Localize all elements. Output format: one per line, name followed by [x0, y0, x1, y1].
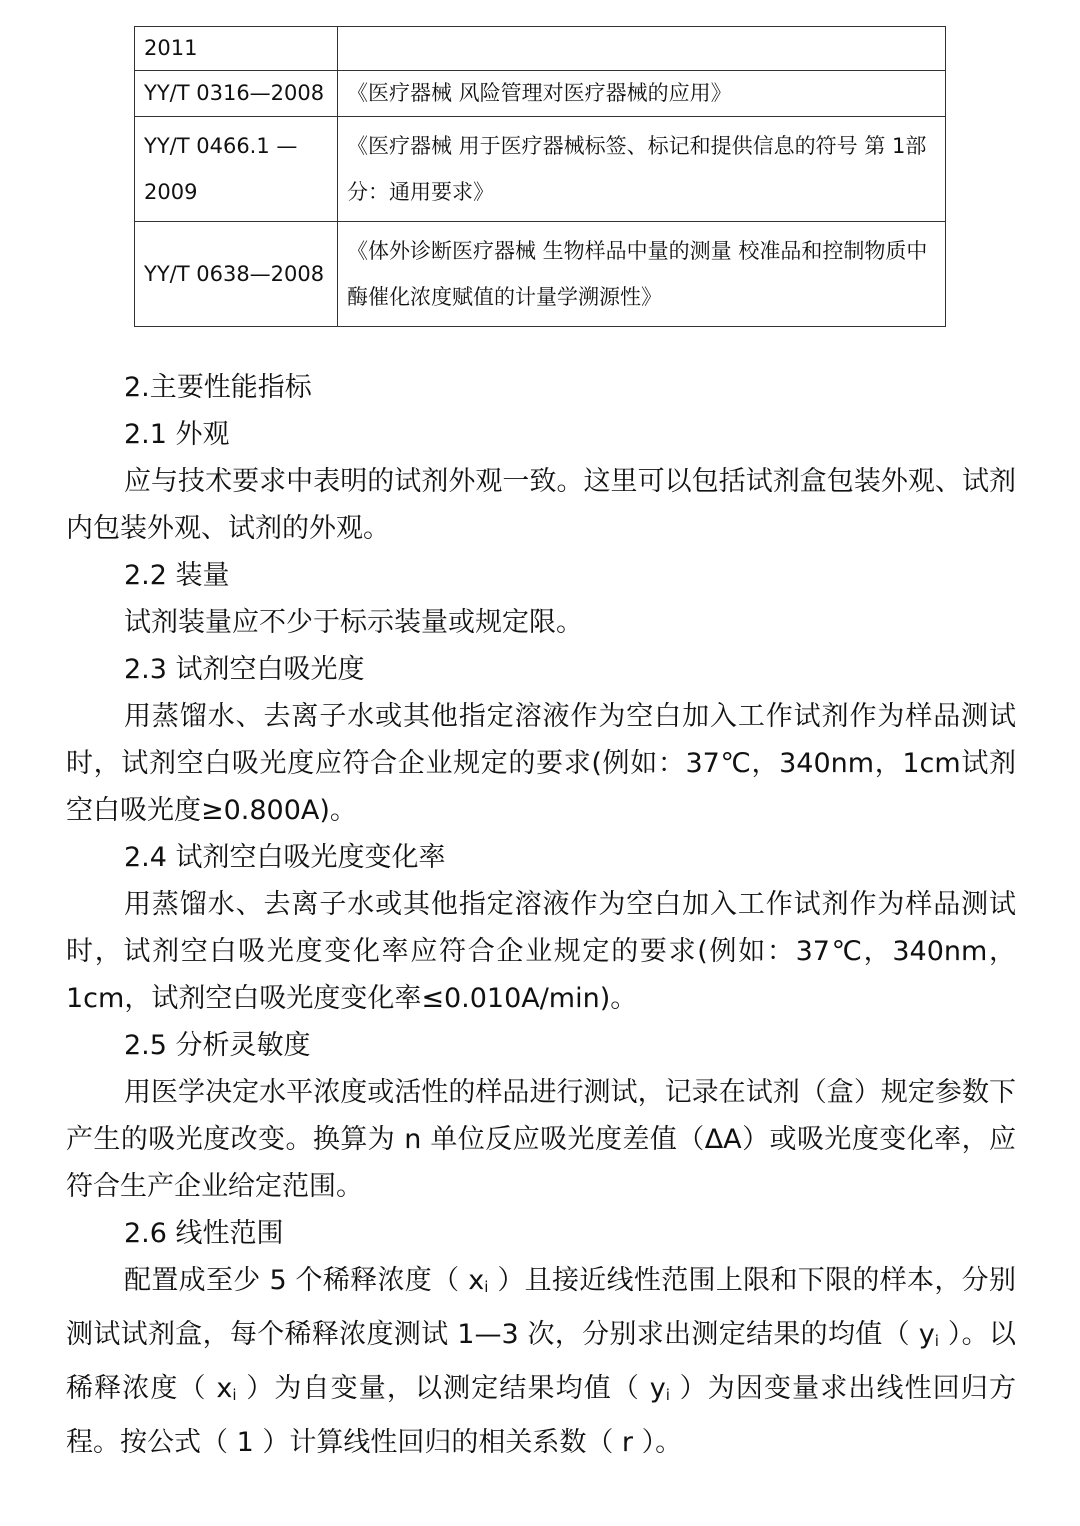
section-heading: 2.3 试剂空白吸光度 [124, 654, 365, 685]
section-heading: 2.2 装量 [124, 560, 230, 591]
standard-code: YY/T 0316—2008 [135, 71, 338, 117]
section-heading: 2.主要性能指标 [124, 372, 312, 403]
subscript: i [484, 1278, 489, 1296]
subscript: i [665, 1386, 670, 1404]
section-paragraph: 用蒸馏水、去离子水或其他指定溶液作为空白加入工作试剂作为样品测试时，试剂空白吸光度应符合企业规定的要求(例如：37℃，340nm，1cm试剂空白吸光度≥0.800A)。 [66, 701, 1016, 826]
subscript: i [232, 1386, 237, 1404]
text-run: ）。以稀释浓度（ x [66, 1319, 1016, 1404]
section-heading: 2.4 试剂空白吸光度变化率 [124, 842, 446, 873]
standards-table [134, 26, 946, 327]
standard-title: 《医疗器械 风险管理对医疗器械的应用》 [338, 71, 946, 117]
section-heading: 2.1 外观 [124, 419, 230, 450]
standard-title: 《医疗器械 用于医疗器械标签、标记和提供信息的符号 第 1部分：通用要求》 [338, 117, 946, 222]
subscript: i [934, 1332, 939, 1350]
standard-code: 2011 [135, 27, 338, 71]
section-heading: 2.5 分析灵敏度 [124, 1030, 311, 1061]
text-run: 配置成至少 5 个稀释浓度（ x [124, 1265, 485, 1296]
table-row [135, 117, 946, 222]
standard-title [338, 27, 946, 71]
section-paragraph: 应与技术要求中表明的试剂外观一致。这里可以包括试剂盒包装外观、试剂内包装外观、试剂的外观。 [66, 466, 1016, 544]
section-paragraph: 用医学决定水平浓度或活性的样品进行测试，记录在试剂（盒）规定参数下产生的吸光度改变。换算为 n 单位反应吸光度差值（ΔA）或吸光度变化率，应符合生产企业给定范围。 [66, 1077, 1016, 1202]
text-run: ）为自变量，以测定结果均值（ y [236, 1373, 666, 1404]
text-run: ）为因变量求出线性回归方程。按公式（ 1 ）计算线性回归的相关系数（ r ）。 [66, 1373, 1016, 1458]
section-paragraph: 用蒸馏水、去离子水或其他指定溶液作为空白加入工作试剂作为样品测试时，试剂空白吸光度变化率应符合企业规定的要求(例如：37℃，340nm，1cm，试剂空白吸光度变化率≤0.010A/min)。 [66, 889, 1016, 1014]
document-body [66, 364, 1016, 1466]
standard-title: 《体外诊断医疗器械 生物样品中量的测量 校准品和控制物质中酶催化浓度赋值的计量学溯源性》 [338, 222, 946, 327]
text-run: ）且接近线性范围上限和下限的样本，分别测试试剂盒，每个稀释浓度测试 1—3 次，分别求出测定结果的均值（ y [66, 1265, 1016, 1350]
section-paragraph [66, 1257, 1016, 1466]
section-paragraph: 试剂装量应不少于标示装量或规定限。 [124, 607, 583, 638]
section-heading: 2.6 线性范围 [124, 1218, 284, 1249]
standard-code: YY/T 0466.1 —2009 [135, 117, 338, 222]
standard-code: YY/T 0638—2008 [135, 222, 338, 327]
table-row [135, 71, 946, 117]
table-row [135, 27, 946, 71]
table-row [135, 222, 946, 327]
